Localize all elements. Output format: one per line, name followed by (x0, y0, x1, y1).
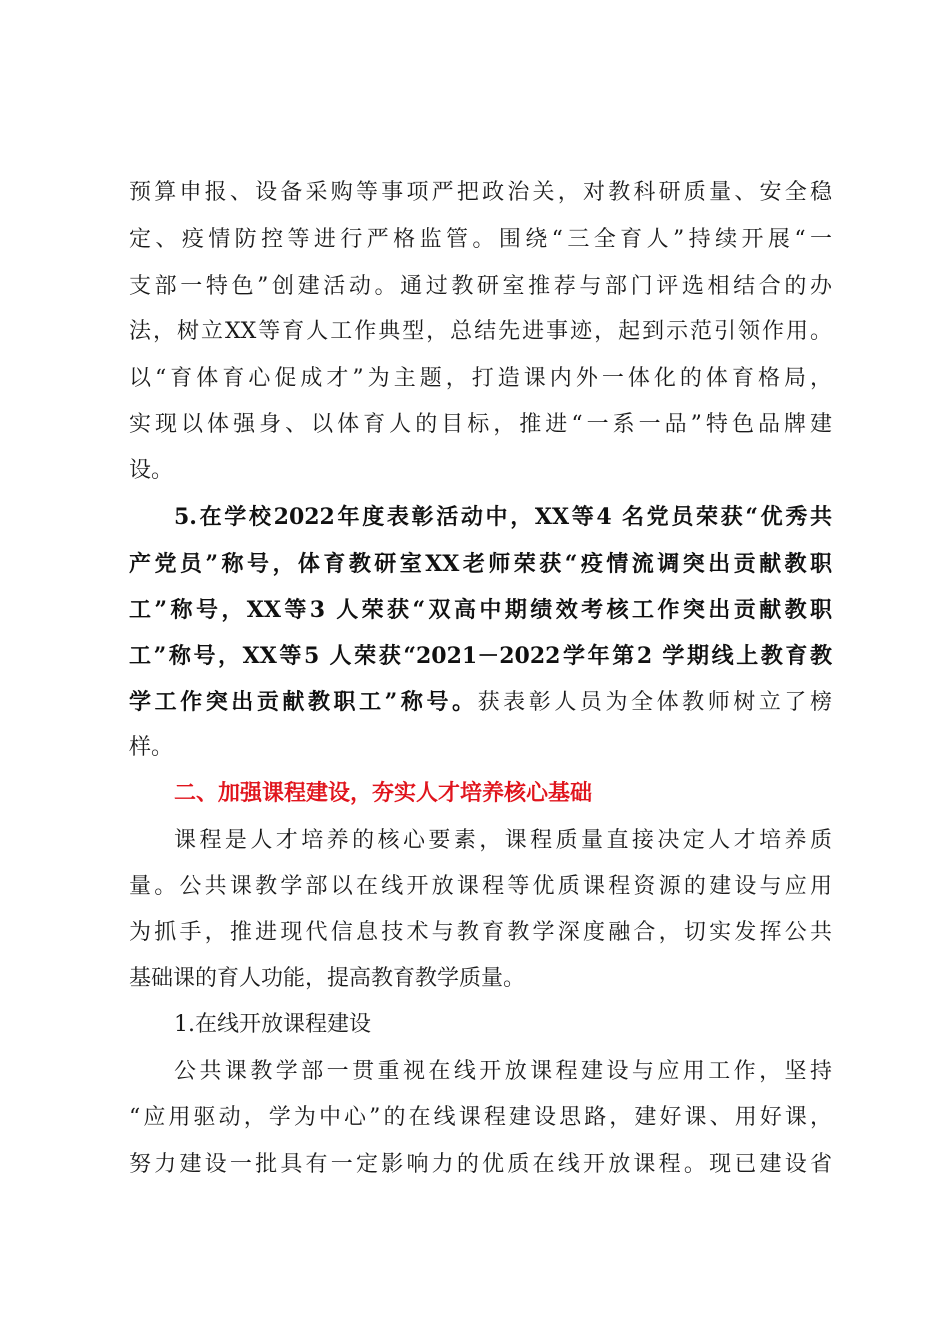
paragraph-1-line-2: 定、疫情防控等进行严格监管。围绕“三全育人”持续开展“一 (129, 227, 832, 252)
paragraph-3-line-1: 课程是人才培养的核心要素，课程质量直接决定人才培养质 (174, 828, 832, 853)
paragraph-2-line-1: 5.在学校2022年度表彰活动中，XX等4 名党员荣获“优秀共 (174, 504, 832, 530)
paragraph-2-line-3: 工”称号，XX等3 人荣获“双高中期绩效考核工作突出贡献教职 (129, 597, 832, 623)
paragraph-4-line-2: “应用驱动，学为中心”的在线课程建设思路，建好课、用好课， (129, 1105, 832, 1130)
paragraph-2-line-5-normal: 获表彰人员为全体教师树立了榜 (477, 690, 832, 715)
paragraph-2-line-6: 样。 (129, 735, 174, 760)
paragraph-1-line-5: 以“育体育心促成才”为主题，打造课内外一体化的体育格局， (129, 366, 832, 391)
paragraph-3-line-2: 量。公共课教学部以在线开放课程等优质课程资源的建设与应用 (129, 874, 832, 899)
section-heading-2: 二、加强课程建设，夯实人才培养核心基础 (174, 781, 593, 806)
paragraph-2-line-4: 工”称号，XX等5 人荣获“2021－2022学年第2 学期线上教育教 (129, 643, 832, 669)
paragraph-1-line-7: 设。 (129, 458, 174, 483)
paragraph-2-line-5-bold: 学工作突出贡献教职工”称号。 (129, 689, 478, 715)
paragraph-4-line-1: 公共课教学部一贯重视在线开放课程建设与应用工作，坚持 (174, 1059, 832, 1084)
subheading-1: 1.在线开放课程建设 (174, 1012, 371, 1037)
paragraph-1-line-6: 实现以体强身、以体育人的目标，推进“一系一品”特色品牌建 (129, 412, 832, 437)
paragraph-1-line-1: 预算申报、设备采购等事项严把政治关，对教科研质量、安全稳 (129, 180, 832, 205)
paragraph-4-line-3: 努力建设一批具有一定影响力的优质在线开放课程。现已建设省 (129, 1152, 832, 1177)
paragraph-2-line-5 (129, 686, 832, 718)
paragraph-1-line-3: 支部一特色”创建活动。通过教研室推荐与部门评选相结合的办 (129, 274, 832, 299)
paragraph-2-line-2: 产党员”称号，体育教研室XX老师荣获“疫情流调突出贡献教职 (129, 551, 832, 577)
paragraph-1-line-4: 法，树立XX等育人工作典型，总结先进事迹，起到示范引领作用。 (129, 319, 832, 344)
paragraph-3-line-4: 基础课的育人功能，提高教育教学质量。 (129, 966, 526, 991)
paragraph-3-line-3: 为抓手，推进现代信息技术与教育教学深度融合，切实发挥公共 (129, 920, 832, 945)
